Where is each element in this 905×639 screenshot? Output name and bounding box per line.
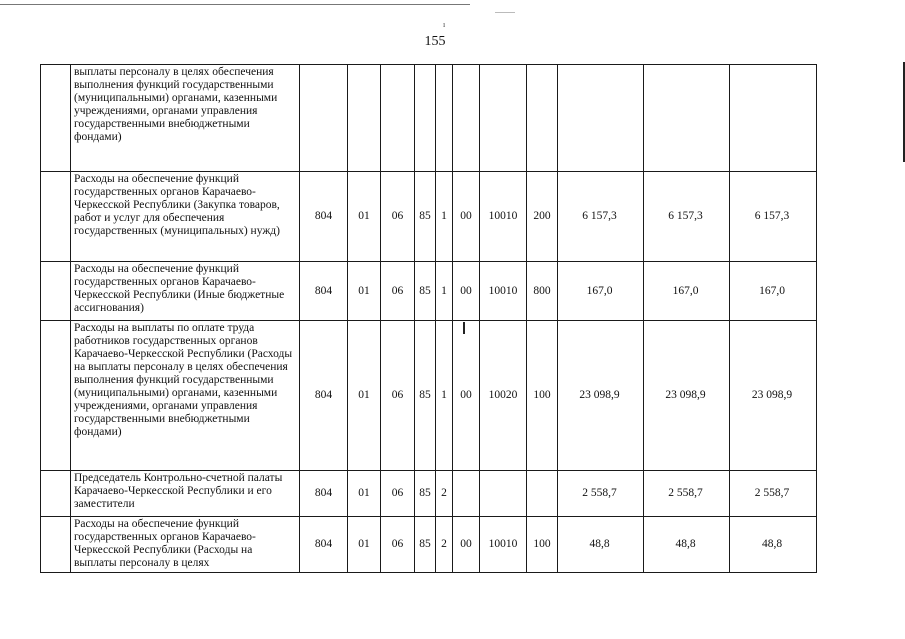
scan-artifact-mark bbox=[463, 322, 465, 334]
subprogram-code-cell bbox=[436, 65, 453, 172]
budget-table bbox=[40, 64, 817, 573]
direction-code-cell bbox=[480, 65, 527, 172]
table-row bbox=[41, 65, 817, 172]
ministry-code-cell: 804 bbox=[300, 321, 348, 471]
table-row bbox=[41, 471, 817, 517]
subsection-code-cell: 06 bbox=[381, 321, 415, 471]
amount-year1-cell: 6 157,3 bbox=[558, 172, 644, 262]
subprogram-code-cell: 2 bbox=[436, 471, 453, 517]
subsection-code-cell bbox=[381, 65, 415, 172]
amount-year3-cell bbox=[730, 65, 817, 172]
table-row bbox=[41, 172, 817, 262]
main-activity-code-cell: 00 bbox=[453, 321, 480, 471]
description-cell: Расходы на обеспечение функций государственных органов Карачаево-Черкесской Республики (Закупка товаров, работ и услуг для обеспечения государственных (муниципальных) нужд) bbox=[71, 172, 300, 262]
program-code-cell: 85 bbox=[415, 321, 436, 471]
main-activity-code-cell bbox=[453, 65, 480, 172]
ministry-code-cell: 804 bbox=[300, 172, 348, 262]
main-activity-code-cell: 00 bbox=[453, 262, 480, 321]
amount-year1-cell: 23 098,9 bbox=[558, 321, 644, 471]
section-code-cell bbox=[348, 65, 381, 172]
table-row bbox=[41, 517, 817, 573]
amount-year2-cell: 167,0 bbox=[644, 262, 730, 321]
scan-top-line-fragment bbox=[495, 12, 515, 13]
program-code-cell: 85 bbox=[415, 262, 436, 321]
table-row bbox=[41, 321, 817, 471]
ministry-code-cell: 804 bbox=[300, 471, 348, 517]
row-number-cell bbox=[41, 172, 71, 262]
amount-year2-cell: 23 098,9 bbox=[644, 321, 730, 471]
expense-type-code-cell bbox=[527, 471, 558, 517]
amount-year1-cell bbox=[558, 65, 644, 172]
row-number-cell bbox=[41, 321, 71, 471]
amount-year3-cell: 2 558,7 bbox=[730, 471, 817, 517]
amount-year3-cell: 167,0 bbox=[730, 262, 817, 321]
section-code-cell: 01 bbox=[348, 172, 381, 262]
direction-code-cell: 10010 bbox=[480, 262, 527, 321]
subsection-code-cell: 06 bbox=[381, 471, 415, 517]
subprogram-code-cell: 2 bbox=[436, 517, 453, 573]
expense-type-code-cell: 200 bbox=[527, 172, 558, 262]
section-code-cell: 01 bbox=[348, 321, 381, 471]
amount-year1-cell: 2 558,7 bbox=[558, 471, 644, 517]
subsection-code-cell: 06 bbox=[381, 517, 415, 573]
main-activity-code-cell: 00 bbox=[453, 517, 480, 573]
direction-code-cell: 10010 bbox=[480, 517, 527, 573]
program-code-cell: 85 bbox=[415, 517, 436, 573]
amount-year2-cell: 48,8 bbox=[644, 517, 730, 573]
amount-year3-cell: 6 157,3 bbox=[730, 172, 817, 262]
description-cell: Расходы на обеспечение функций государственных органов Карачаево-Черкесской Республики (Расходы на выплаты персоналу в целях bbox=[71, 517, 300, 573]
direction-code-cell bbox=[480, 471, 527, 517]
expense-type-code-cell: 100 bbox=[527, 321, 558, 471]
subprogram-code-cell: 1 bbox=[436, 172, 453, 262]
description-cell: Расходы на выплаты по оплате труда работников государственных органов Карачаево-Черкесской Республики (Расходы на выплаты персоналу в целях обеспечения выполнения функций государственными (муниципальными) органами, казенными учреждениями, органами управления государственными внебюджетными фондами) bbox=[71, 321, 300, 471]
main-activity-code-cell bbox=[453, 471, 480, 517]
section-code-cell: 01 bbox=[348, 517, 381, 573]
expense-type-code-cell: 100 bbox=[527, 517, 558, 573]
amount-year2-cell: 6 157,3 bbox=[644, 172, 730, 262]
direction-code-cell: 10010 bbox=[480, 172, 527, 262]
expense-type-code-cell bbox=[527, 65, 558, 172]
row-number-cell bbox=[41, 262, 71, 321]
page-number: 155 bbox=[424, 34, 446, 49]
page-header-mark: ı bbox=[443, 20, 446, 29]
amount-year1-cell: 48,8 bbox=[558, 517, 644, 573]
description-cell: Расходы на обеспечение функций государственных органов Карачаево-Черкесской Республики (Иные бюджетные ассигнования) bbox=[71, 262, 300, 321]
program-code-cell bbox=[415, 65, 436, 172]
subsection-code-cell: 06 bbox=[381, 262, 415, 321]
expense-type-code-cell: 800 bbox=[527, 262, 558, 321]
amount-year3-cell: 23 098,9 bbox=[730, 321, 817, 471]
direction-code-cell: 10020 bbox=[480, 321, 527, 471]
section-code-cell: 01 bbox=[348, 262, 381, 321]
amount-year3-cell: 48,8 bbox=[730, 517, 817, 573]
program-code-cell: 85 bbox=[415, 172, 436, 262]
amount-year2-cell bbox=[644, 65, 730, 172]
subprogram-code-cell: 1 bbox=[436, 321, 453, 471]
row-number-cell bbox=[41, 471, 71, 517]
ministry-code-cell bbox=[300, 65, 348, 172]
table-row bbox=[41, 262, 817, 321]
subsection-code-cell: 06 bbox=[381, 172, 415, 262]
row-number-cell bbox=[41, 517, 71, 573]
amount-year1-cell: 167,0 bbox=[558, 262, 644, 321]
main-activity-code-cell: 00 bbox=[453, 172, 480, 262]
subprogram-code-cell: 1 bbox=[436, 262, 453, 321]
description-cell: выплаты персоналу в целях обеспечения выполнения функций государственными (муниципальными) органами, казенными учреждениями, органами управления государственными внебюджетными фондами) bbox=[71, 65, 300, 172]
scan-top-line bbox=[0, 4, 470, 5]
section-code-cell: 01 bbox=[348, 471, 381, 517]
row-number-cell bbox=[41, 65, 71, 172]
ministry-code-cell: 804 bbox=[300, 262, 348, 321]
description-cell: Председатель Контрольно-счетной палаты Карачаево-Черкесской Республики и его заместители bbox=[71, 471, 300, 517]
amount-year2-cell: 2 558,7 bbox=[644, 471, 730, 517]
program-code-cell: 85 bbox=[415, 471, 436, 517]
ministry-code-cell: 804 bbox=[300, 517, 348, 573]
